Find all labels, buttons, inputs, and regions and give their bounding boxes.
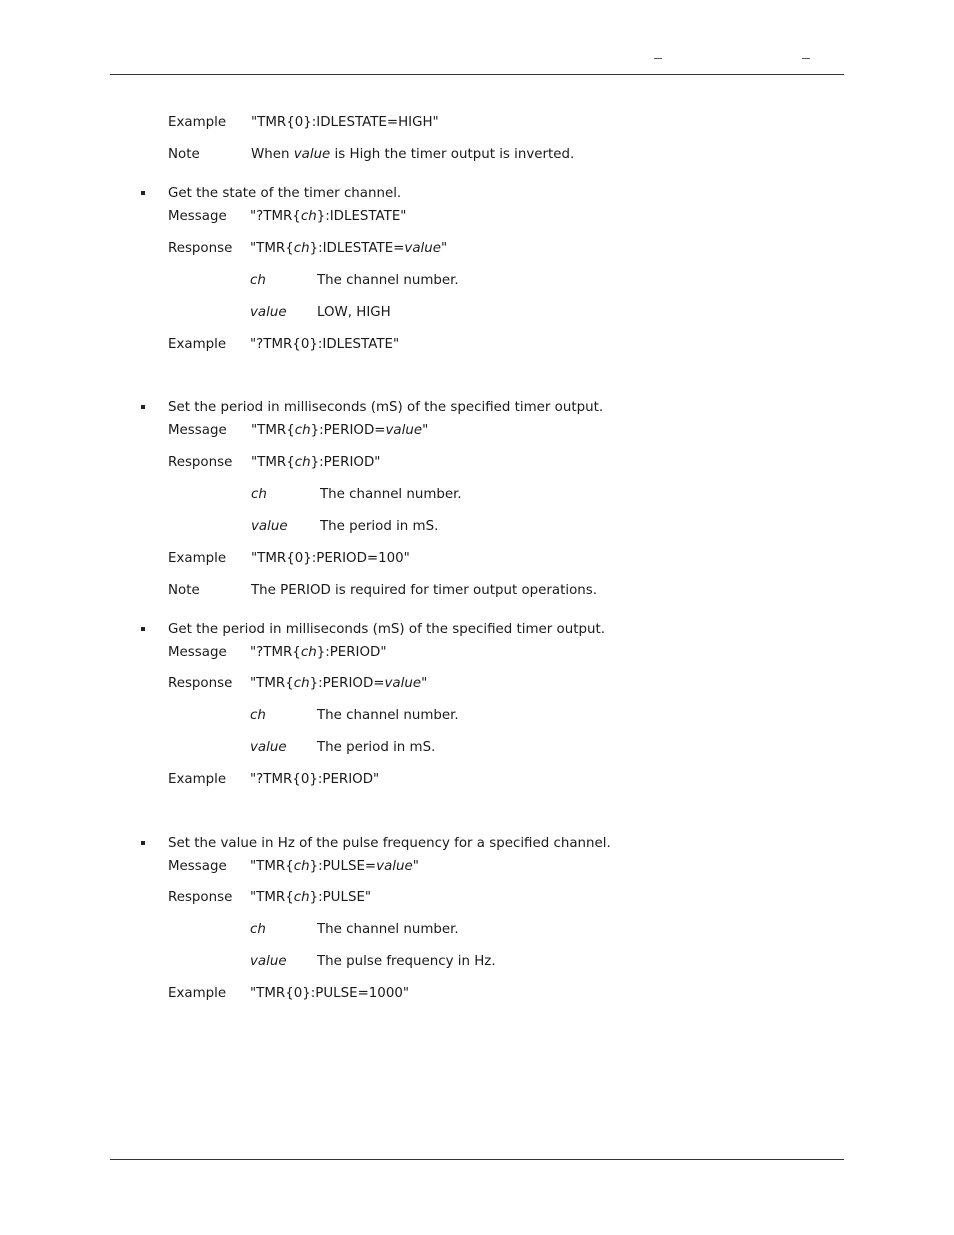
footer-rule [110, 1159, 844, 1160]
s3-value-desc: The period in mS. [317, 740, 436, 755]
s4-ch-desc: The channel number. [317, 922, 459, 937]
s4-bullet-text: Set the value in Hz of the pulse frequency for a specified channel. [168, 836, 611, 851]
s3-ch-param: ch [250, 708, 266, 723]
s4-bullet-marker [141, 841, 145, 845]
s2-value-desc: The period in mS. [320, 519, 439, 534]
s1-message-value: "?TMR{ch}:IDLESTATE" [250, 209, 407, 224]
s2-message-value: "TMR{ch}:PERIOD=value" [251, 423, 429, 438]
s2-message-label: Message [168, 423, 227, 438]
s4-value-param: value [250, 954, 287, 969]
s4-value-desc: The pulse frequency in Hz. [317, 954, 496, 969]
s1-example-value: "?TMR{0}:IDLESTATE" [250, 337, 400, 352]
s2-bullet-marker [141, 405, 145, 409]
s2-ch-desc: The channel number. [320, 487, 462, 502]
s4-message-value: "TMR{ch}:PULSE=value" [250, 859, 419, 874]
s1-bullet-marker [141, 191, 145, 195]
s2-example-value: "TMR{0}:PERIOD=100" [251, 551, 410, 566]
s2-example-label: Example [168, 551, 227, 566]
s0-note-label: Note [168, 147, 200, 162]
s4-example-value: "TMR{0}:PULSE=1000" [250, 986, 410, 1001]
s0-example-label: Example [168, 115, 227, 130]
s0-note-text: When value is High the timer output is inverted. [251, 147, 575, 162]
s3-response-label: Response [168, 676, 233, 691]
s3-bullet-text: Get the period in milliseconds (mS) of the specified timer output. [168, 622, 605, 637]
header-mark-left [654, 58, 662, 59]
s4-response-value: "TMR{ch}:PULSE" [250, 890, 372, 905]
s1-response-label: Response [168, 241, 233, 256]
s1-value-param: value [250, 305, 287, 320]
s2-ch-param: ch [251, 487, 267, 502]
s2-response-value: "TMR{ch}:PERIOD" [251, 455, 381, 470]
s3-ch-desc: The channel number. [317, 708, 459, 723]
s4-response-label: Response [168, 890, 233, 905]
s2-note-label: Note [168, 583, 200, 598]
s3-bullet-marker [141, 627, 145, 631]
s3-example-value: "?TMR{0}:PERIOD" [250, 772, 380, 787]
s3-message-label: Message [168, 645, 227, 660]
header-mark-right [802, 58, 810, 59]
header-rule [110, 74, 844, 75]
s1-example-label: Example [168, 337, 227, 352]
s4-example-label: Example [168, 986, 227, 1001]
s3-response-value: "TMR{ch}:PERIOD=value" [250, 676, 428, 691]
s2-note-text: The PERIOD is required for timer output operations. [251, 583, 598, 598]
s1-ch-param: ch [250, 273, 266, 288]
s2-bullet-text: Set the period in milliseconds (mS) of the specified timer output. [168, 400, 604, 415]
s1-bullet-text: Get the state of the timer channel. [168, 186, 402, 201]
s1-response-value: "TMR{ch}:IDLESTATE=value" [250, 241, 448, 256]
s3-value-param: value [250, 740, 287, 755]
s2-value-param: value [251, 519, 288, 534]
s4-message-label: Message [168, 859, 227, 874]
s1-ch-desc: The channel number. [317, 273, 459, 288]
s3-example-label: Example [168, 772, 227, 787]
s1-message-label: Message [168, 209, 227, 224]
s1-value-desc: LOW, HIGH [317, 305, 391, 320]
s0-example-value: "TMR{0}:IDLESTATE=HIGH" [251, 115, 439, 130]
s3-message-value: "?TMR{ch}:PERIOD" [250, 645, 387, 660]
s2-response-label: Response [168, 455, 233, 470]
s4-ch-param: ch [250, 922, 266, 937]
